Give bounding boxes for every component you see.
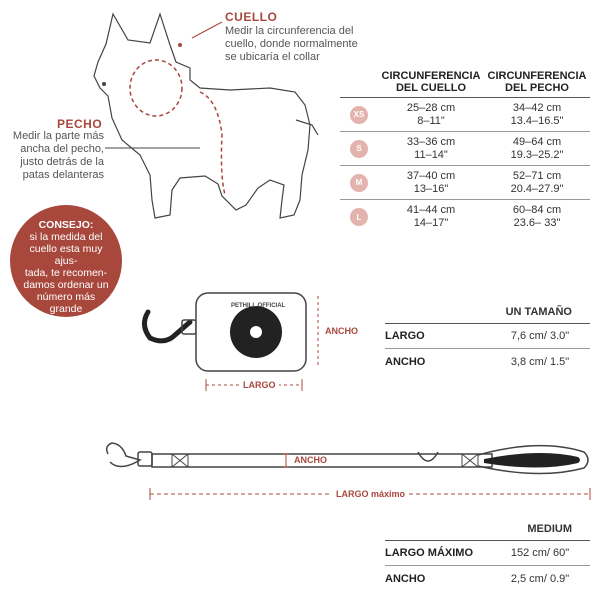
leash-ancho-label: ANCHO: [294, 455, 327, 465]
size-row-s: S 33–36 cm 11–14" 49–64 cm 19.3–25.2": [340, 132, 590, 166]
size-row-l: L 41–44 cm 14–17" 60–84 cm 23.6– 33": [340, 200, 590, 234]
pouch-ancho-label: ANCHO: [325, 326, 358, 336]
size-row-xs: XS 25–28 cm 8–11" 34–42 cm 13.4–16.5": [340, 98, 590, 132]
pouch-spec-table: [385, 306, 590, 374]
leash-spec-table: [385, 523, 590, 591]
chest-description: Medir la parte más ancha del pecho, justo detrás de la patas delanteras: [12, 130, 104, 181]
advice-title: CONSEJO:: [38, 219, 94, 231]
size-table: [340, 70, 590, 234]
leash-clasp: [107, 443, 140, 467]
chest-column-header: CIRCUNFERENCIA DEL PECHO: [487, 70, 587, 94]
size-badge: L: [350, 208, 368, 226]
size-badge: S: [350, 140, 368, 158]
neck-title: CUELLO: [225, 10, 278, 24]
pouch-spec-header: UN TAMAÑO: [385, 306, 590, 324]
leash-spec-header: MEDIUM: [385, 523, 590, 541]
pouch-largo-label: LARGO: [240, 380, 279, 390]
size-table-header: [340, 70, 590, 98]
pouch-spec-row: ANCHO 3,8 cm/ 1.5": [385, 355, 570, 368]
chest-measure-line: [200, 92, 225, 195]
pouch-spec-row: LARGO 7,6 cm/ 3.0": [385, 324, 590, 349]
neck-description: Medir la circunferencia del cuello, donde normalmente se ubicaría el collar: [225, 25, 358, 63]
neck-column-header: CIRCUNFERENCIA DEL CUELLO: [381, 70, 481, 94]
chest-title: PECHO: [57, 117, 103, 131]
leash-spec-row: ANCHO 2,5 cm/ 0.9": [385, 572, 570, 585]
advice-circle: [10, 205, 122, 317]
size-badge: XS: [350, 106, 368, 124]
leash-largo-label: LARGO máximo: [332, 489, 409, 499]
pouch-clip: [144, 312, 190, 341]
size-badge: M: [350, 174, 368, 192]
leash-spec-row: LARGO MÁXIMO 152 cm/ 60": [385, 541, 590, 566]
pouch-brand-text: PETHILL OFFICIAL: [231, 303, 286, 309]
advice-text: si la medida del cuello esta muy ajus- tada, te recomen- damos ordenar un número más grande: [23, 231, 109, 315]
size-row-m: M 37–40 cm 13–16" 52–71 cm 20.4–27.9": [340, 166, 590, 200]
neck-measure-line: [130, 60, 182, 116]
